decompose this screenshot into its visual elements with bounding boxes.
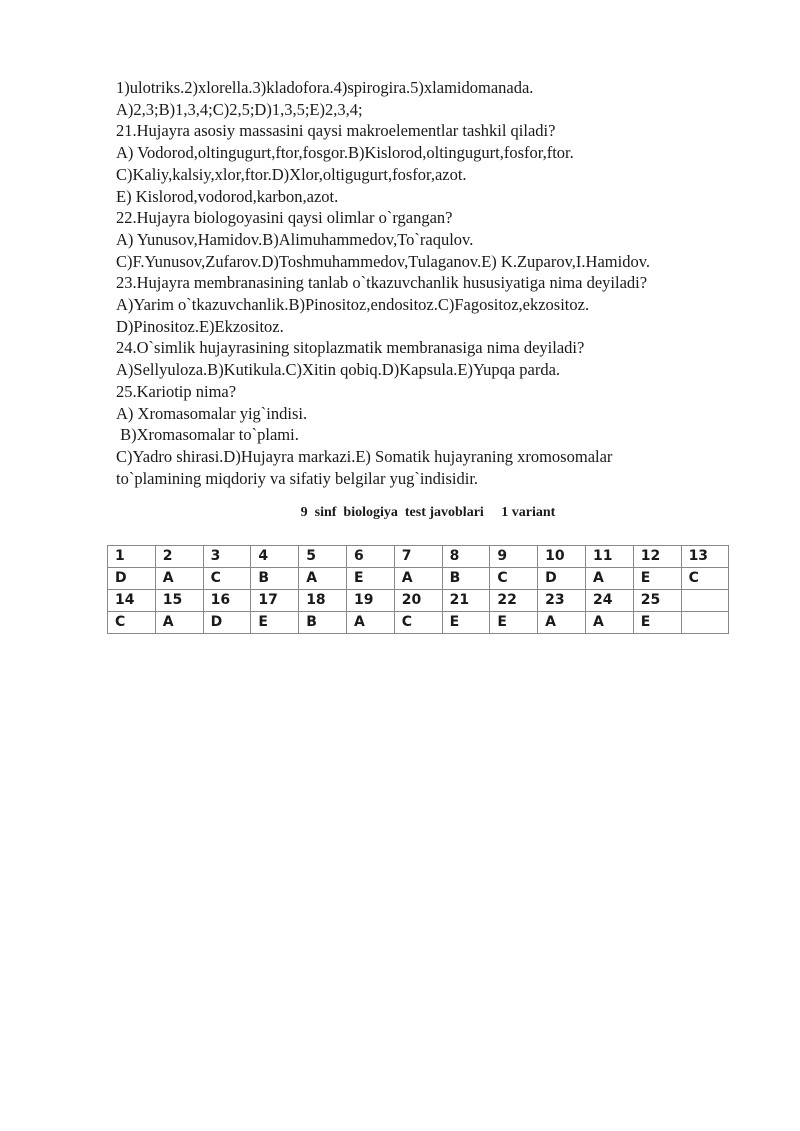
text-line: A) Xromasomalar yig`indisi. (116, 403, 308, 423)
table-cell: D (203, 612, 251, 634)
table-cell: 5 (299, 546, 347, 568)
text-line: D)Pinositoz.E)Ekzositoz. (116, 316, 284, 336)
table-row (108, 546, 729, 568)
table-cell: A (585, 568, 633, 590)
text-line: A)2,3;B)1,3,4;C)2,5;D)1,3,5;E)2,3,4; (116, 99, 363, 119)
table-cell: 1 (108, 546, 156, 568)
text-line: to`plamining miqdoriy va sifatiy belgilar yug`indisidir. (116, 468, 479, 488)
text-line: A) Yunusov,Hamidov.B)Alimuhammedov,To`raqulov. (116, 229, 474, 249)
table-cell: 10 (538, 546, 586, 568)
text-line: A)Yarim o`tkazuvchanlik.B)Pinositoz,endositoz.C)Fagositoz,ekzositoz. (116, 295, 590, 315)
table-cell: 4 (251, 546, 299, 568)
table-cell: D (108, 568, 156, 590)
table-cell: B (251, 568, 299, 590)
question-24: 24.O`simlik hujayrasining sitoplazmatik membranasiga nima deyiladi? (116, 338, 585, 358)
text-line: A)Sellyuloza.B)Kutikula.C)Xitin qobiq.D)Kapsula.E)Yupqa parda. (116, 360, 561, 380)
table-cell: 22 (490, 590, 538, 612)
table-cell: C (394, 612, 442, 634)
table-cell: E (490, 612, 538, 634)
text-line: C)Kaliy,kalsiy,xlor,ftor.D)Xlor,oltigugurt,fosfor,azot. (116, 164, 467, 184)
table-cell: 8 (442, 546, 490, 568)
table-row (108, 590, 729, 612)
question-23: 23.Hujayra membranasining tanlab o`tkazuvchanlik hususiyatiga nima deyiladi? (116, 273, 648, 293)
table-cell: 13 (681, 546, 729, 568)
question-22: 22.Hujayra biologoyasini qaysi olimlar o`rgangan? (116, 208, 453, 228)
table-cell: A (299, 568, 347, 590)
table-row (108, 568, 729, 590)
table-cell: E (442, 612, 490, 634)
table-cell: 24 (585, 590, 633, 612)
table-cell (681, 612, 729, 634)
table-cell: C (108, 612, 156, 634)
table-cell: E (251, 612, 299, 634)
table-cell: 20 (394, 590, 442, 612)
table-cell: A (538, 612, 586, 634)
table-cell: 15 (155, 590, 203, 612)
table-cell: C (490, 568, 538, 590)
table-cell: E (346, 568, 394, 590)
table-cell: 21 (442, 590, 490, 612)
table-cell: 11 (585, 546, 633, 568)
table-cell: 12 (633, 546, 681, 568)
table-cell: 7 (394, 546, 442, 568)
table-cell: B (442, 568, 490, 590)
answers-title: 9 sinf biologiya test javoblari 1 variant (300, 505, 556, 520)
table-cell: 6 (346, 546, 394, 568)
text-line: E) Kislorod,vodorod,karbon,azot. (116, 186, 339, 206)
question-21: 21.Hujayra asosiy massasini qaysi makroelementlar tashkil qiladi? (116, 121, 556, 141)
answers-table (107, 545, 729, 634)
table-cell: A (394, 568, 442, 590)
table-cell: 19 (346, 590, 394, 612)
text-line: A) Vodorod,oltingugurt,ftor,fosgor.B)Kislorod,oltingugurt,fosfor,ftor. (116, 143, 574, 163)
text-line: B)Xromasomalar to`plami. (116, 425, 299, 445)
table-cell: C (681, 568, 729, 590)
table-cell: 3 (203, 546, 251, 568)
table-cell: 18 (299, 590, 347, 612)
table-cell: E (633, 568, 681, 590)
table-cell: 16 (203, 590, 251, 612)
table-cell: A (155, 612, 203, 634)
table-cell: 23 (538, 590, 586, 612)
table-cell: A (155, 568, 203, 590)
question-25: 25.Kariotip nima? (116, 381, 237, 401)
text-line: C)Yadro shirasi.D)Hujayra markazi.E) Somatik hujayraning xromosomalar (116, 446, 613, 466)
text-line: 1)ulotriks.2)xlorella.3)kladofora.4)spirogira.5)xlamidomanada. (116, 78, 534, 97)
table-cell: D (538, 568, 586, 590)
table-cell: C (203, 568, 251, 590)
table-cell: A (585, 612, 633, 634)
table-cell: A (346, 612, 394, 634)
table-cell: 2 (155, 546, 203, 568)
table-cell: 17 (251, 590, 299, 612)
questions-text (116, 77, 756, 489)
table-cell (681, 590, 729, 612)
table-cell: 9 (490, 546, 538, 568)
table-cell: E (633, 612, 681, 634)
table-cell: 25 (633, 590, 681, 612)
table-cell: 14 (108, 590, 156, 612)
table-cell: B (299, 612, 347, 634)
table-row (108, 612, 729, 634)
text-line: C)F.Yunusov,Zufarov.D)Toshmuhammedov,Tulaganov.E) K.Zuparov,I.Hamidov. (116, 251, 651, 271)
